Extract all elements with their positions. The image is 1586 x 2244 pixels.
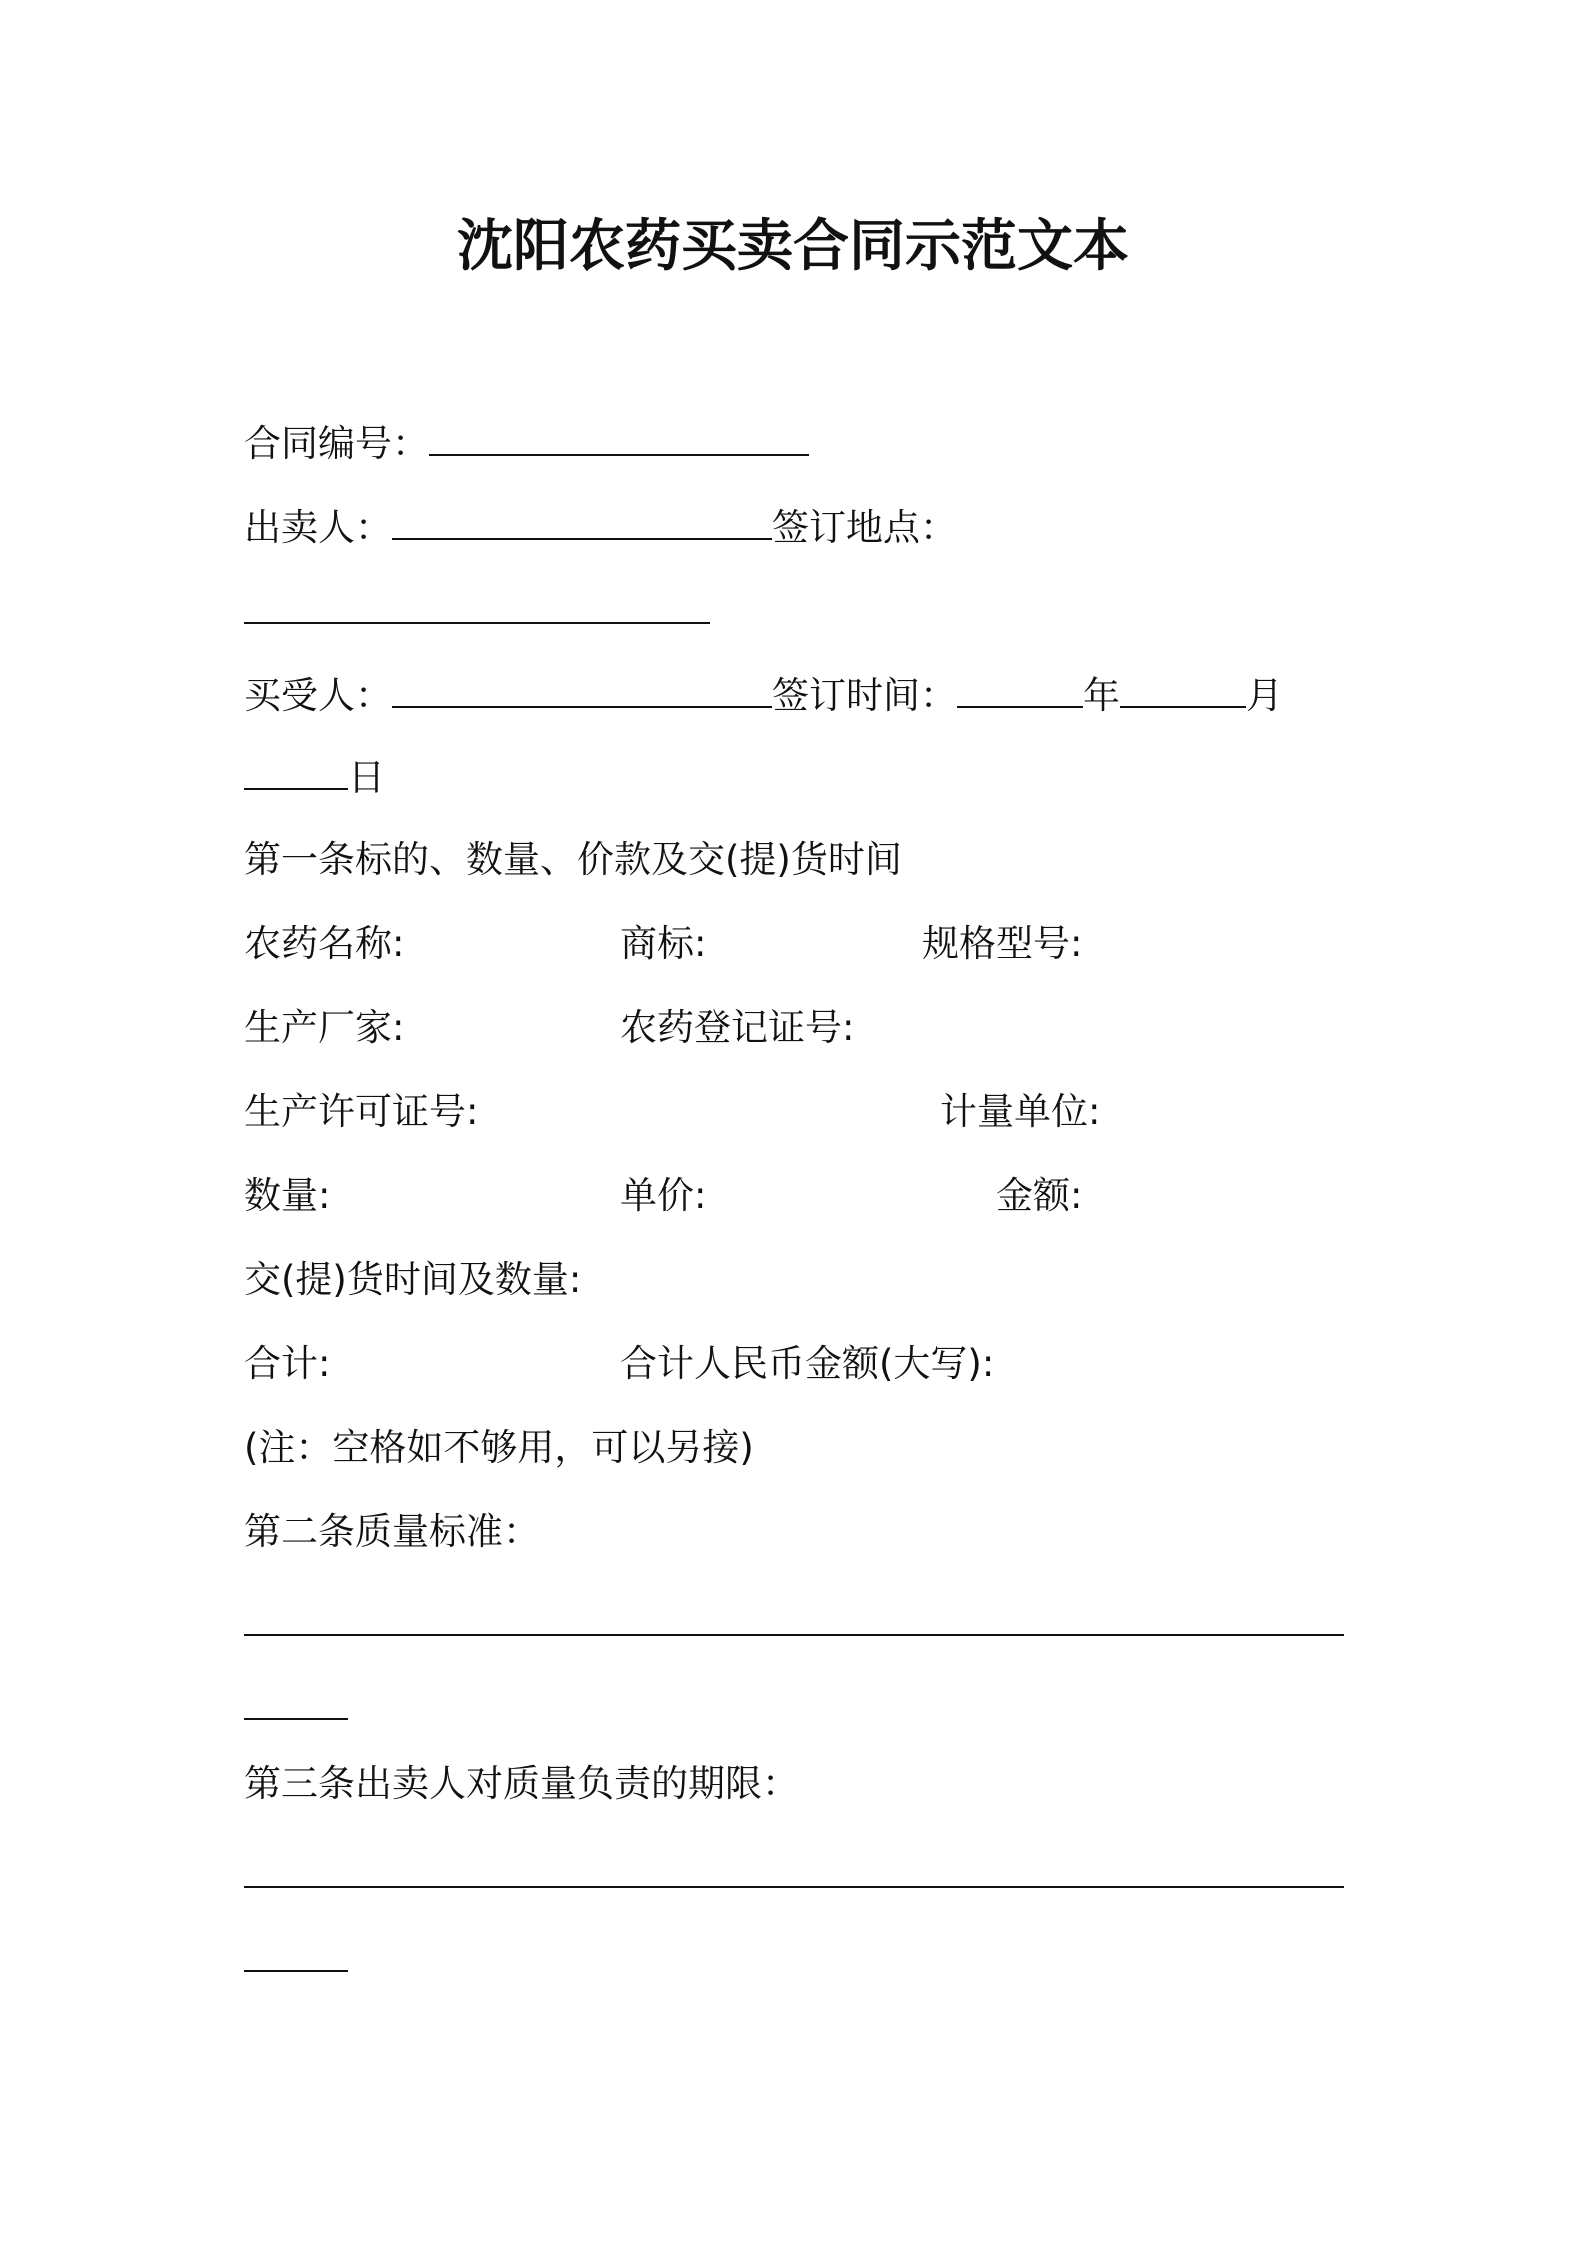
sign-place-blank[interactable] [244, 586, 710, 624]
article2-blank-line[interactable] [244, 1634, 1344, 1636]
buyer-label: 买受人： [244, 674, 392, 717]
sign-place-label: 签订地点： [772, 506, 957, 549]
registration-no-label: 农药登记证号: [620, 1006, 855, 1049]
quantity-label: 数量: [244, 1174, 331, 1217]
manufacturer-label: 生产厂家: [244, 1006, 405, 1049]
sign-time-label: 签订时间： [772, 674, 957, 717]
delivery-time-qty-label: 交(提)货时间及数量: [244, 1258, 582, 1301]
license-no-label: 生产许可证号: [244, 1090, 479, 1133]
trademark-label: 商标: [620, 922, 707, 965]
contract-number-blank[interactable] [429, 418, 809, 456]
sign-day-row [244, 752, 385, 802]
article3-heading: 第三条出卖人对质量负责的期限： [244, 1762, 799, 1805]
unit-price-label: 单价: [620, 1174, 707, 1217]
amount-label: 金额: [996, 1174, 1083, 1217]
seller-row [244, 502, 957, 552]
article2-blank-line-end[interactable] [244, 1718, 348, 1720]
article2-heading: 第二条质量标准： [244, 1510, 540, 1553]
article3-blank-line-end[interactable] [244, 1970, 348, 1972]
sign-place-row [244, 586, 710, 636]
sign-month-blank[interactable] [1120, 670, 1246, 708]
seller-label: 出卖人： [244, 506, 392, 549]
article1-heading: 第一条标的、数量、价款及交(提)货时间 [244, 838, 902, 881]
spec-model-label: 规格型号: [922, 922, 1083, 965]
total-rmb-label: 合计人民币金额(大写): [620, 1342, 995, 1385]
day-label: 日 [348, 756, 385, 799]
document-title: 沈阳农药买卖合同示范文本 [457, 214, 1129, 279]
buyer-row [244, 670, 1283, 720]
contract-number-row [244, 418, 809, 468]
total-label: 合计: [244, 1342, 331, 1385]
sign-year-blank[interactable] [957, 670, 1083, 708]
contract-number-label: 合同编号： [244, 422, 429, 465]
article3-blank-line[interactable] [244, 1886, 1344, 1888]
unit-label: 计量单位: [940, 1090, 1101, 1133]
pesticide-name-label: 农药名称: [244, 922, 405, 965]
year-label: 年 [1083, 674, 1120, 717]
month-label: 月 [1246, 674, 1283, 717]
sign-day-blank[interactable] [244, 752, 348, 790]
note-text: (注：空格如不够用，可以另接) [244, 1426, 754, 1469]
seller-blank[interactable] [392, 502, 772, 540]
buyer-blank[interactable] [392, 670, 772, 708]
